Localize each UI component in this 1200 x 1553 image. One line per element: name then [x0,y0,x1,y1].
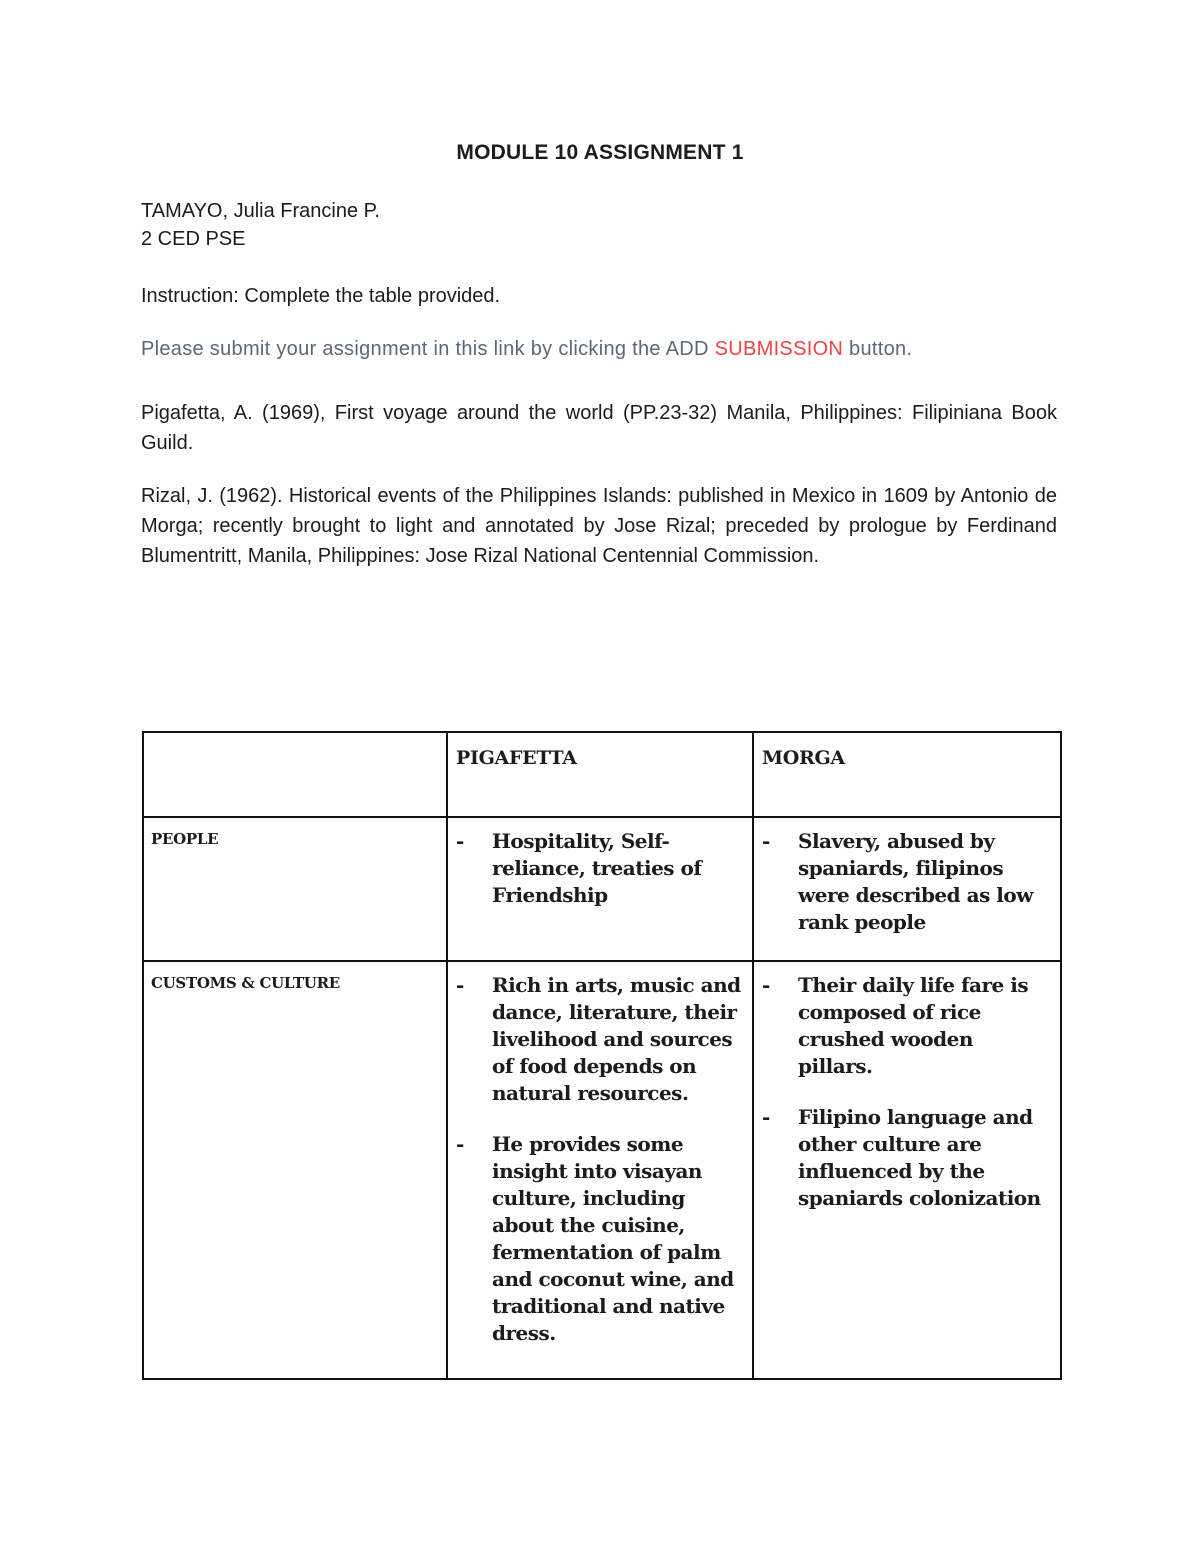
table-cell [447,961,753,1379]
bullet-dash: - [762,973,770,997]
submission-note-text: Please submit your assignment in this link by clicking the ADD [141,338,715,360]
list-item-text: Filipino language and other culture are influenced by the spaniards colonization [798,1105,1041,1210]
bullet-list [754,972,1060,1212]
bullet-dash: - [456,829,464,853]
list-item [448,828,752,909]
submission-keyword: SUBMISSION [714,338,844,360]
student-section: 2 CED PSE [141,228,246,250]
row-label-cell [143,817,447,961]
submission-note-end: button. [843,338,913,360]
table-header-row [143,732,1061,817]
table-cell [447,817,753,961]
table-row [143,817,1061,961]
list-item [754,1104,1060,1212]
bullet-list [448,828,752,909]
list-item-text: Hospitality, Self-reliance, treaties of Friendship [492,829,702,907]
submission-note [141,338,912,361]
bullet-dash: - [762,1105,770,1129]
column-header-morga: MORGA [762,747,845,769]
table-cell [753,817,1061,961]
list-item [754,828,1060,936]
list-item [448,972,752,1107]
header-cell-pigafetta [447,732,753,817]
list-item-text: Their daily life fare is composed of rice crushed wooden pillars. [798,973,1029,1078]
document-title: MODULE 10 ASSIGNMENT 1 [456,141,744,164]
table-row [143,961,1061,1379]
column-header-pigafetta: PIGAFETTA [456,747,577,769]
bullet-dash: - [456,973,464,997]
row-label-cell [143,961,447,1379]
bullet-list [754,828,1060,936]
comparison-table [142,731,1062,1380]
list-item-text: He provides some insight into visayan culture, including about the cuisine, fermentation of palm and coconut wine, and traditional and native dress. [492,1132,734,1345]
header-cell-empty [143,732,447,817]
row-label-people: PEOPLE [151,830,219,848]
instruction-text: Instruction: Complete the table provided. [141,285,501,307]
row-label-customs-culture: CUSTOMS & CULTURE [151,974,340,992]
reference-rizal: Rizal, J. (1962). Historical events of the Philippines Islands: published in Mexico in 1609 by Antonio de Morga; recently brought to light and annotated by Jose Rizal; preceded by prologue by Ferdinand Blumentritt, Manila, Philippines: Jose Rizal National Centennial Commission. [141,485,1057,567]
bullet-list [448,972,752,1347]
header-cell-morga [753,732,1061,817]
student-name: TAMAYO, Julia Francine P. [141,200,380,222]
list-item-text: Rich in arts, music and dance, literature, their livelihood and sources of food depends on natural resources. [492,973,741,1105]
list-item [754,972,1060,1080]
list-item-text: Slavery, abused by spaniards, filipinos were described as low rank people [798,829,1033,934]
list-item [448,1131,752,1347]
bullet-dash: - [456,1132,464,1156]
table-cell [753,961,1061,1379]
reference-pigafetta: Pigafetta, A. (1969), First voyage around the world (PP.23-32) Manila, Philippines: Filipiniana Book Guild. [141,402,1057,454]
bullet-dash: - [762,829,770,853]
